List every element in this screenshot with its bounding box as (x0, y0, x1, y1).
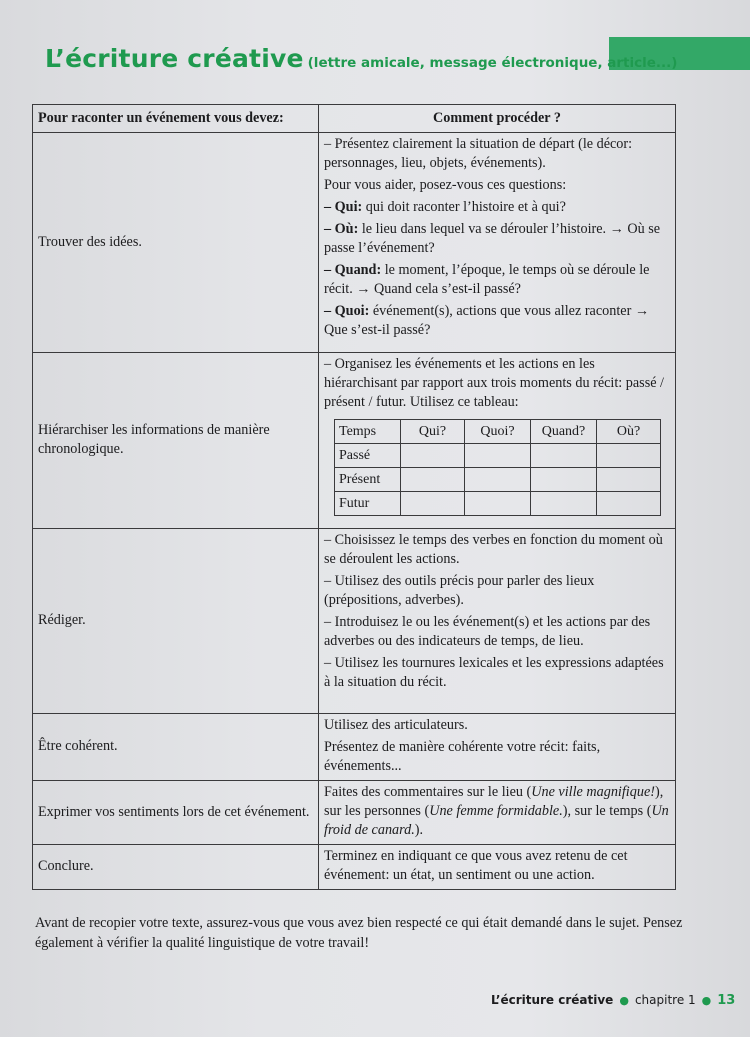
method-line (324, 198, 670, 217)
task-cell: Être cohérent. (33, 714, 319, 781)
chronology-row (335, 492, 661, 516)
chronology-empty-cell (531, 468, 597, 492)
method-line (324, 847, 670, 885)
chronology-empty-cell (465, 444, 531, 468)
chronology-empty-cell (531, 444, 597, 468)
method-text: le lieu dans lequel va se dérouler l’histoire. → Où se passe l’événement? (324, 221, 661, 256)
method-keyword: – Où: (324, 221, 359, 237)
method-table (32, 104, 676, 890)
method-keyword: – Quoi: (324, 303, 370, 319)
task-cell: Hiérarchiser les informations de manière chronologique. (33, 353, 319, 529)
chronology-empty-cell (465, 492, 531, 516)
table-header-row (33, 105, 676, 133)
table-row (33, 845, 676, 890)
method-line (324, 716, 670, 735)
method-text: qui doit raconter l’histoire et à qui? (362, 199, 566, 215)
method-text: – Organisez les événements et les actions en les hiérarchisant par rapport aux trois moments du récit: passé / présent / futur. Utilisez ce tableau: (324, 356, 665, 410)
col-header-method: Comment procéder ? (319, 105, 676, 133)
method-cell (319, 529, 676, 714)
title-main: L’écriture créative (45, 44, 304, 73)
chronology-empty-cell (597, 492, 661, 516)
chronology-empty-cell (597, 468, 661, 492)
chronology-empty-cell (465, 468, 531, 492)
closing-note: Avant de recopier votre texte, assurez-vous que vous avez bien respecté ce qui était demandé dans le sujet. Pensez également à vérifier la qualité linguistique de votre travail! (35, 915, 683, 951)
method-keyword: – Qui: (324, 199, 363, 215)
page-number: 13 (717, 993, 736, 1008)
chronology-col-header: Quand? (531, 420, 597, 444)
method-keyword: – Quand: (324, 262, 382, 278)
chronology-col-header: Qui? (401, 420, 465, 444)
method-text: événement(s), actions que vous allez raconter → Que s’est-il passé? (324, 303, 650, 338)
task-cell: Exprimer vos sentiments lors de cet événement. (33, 781, 319, 845)
table-row (33, 714, 676, 781)
method-text: – Utilisez des outils précis pour parler des lieux (prépositions, adverbes). (324, 573, 595, 608)
bullet-icon: ● (701, 994, 712, 1007)
chronology-empty-cell (401, 492, 465, 516)
table-row (33, 529, 676, 714)
method-text: ). (414, 822, 424, 838)
chronology-table (334, 419, 661, 516)
method-line (324, 572, 670, 610)
example-text: Une femme formidable. (429, 803, 563, 819)
footer-section: L’écriture créative (491, 993, 614, 1007)
chronology-row (335, 444, 661, 468)
method-text: le moment, l’époque, le temps où se déroule le récit. → Quand cela s’est-il passé? (324, 262, 650, 297)
method-text: Utilisez des articulateurs. (324, 717, 468, 733)
method-text: Présentez de manière cohérente votre récit: faits, événements... (324, 739, 601, 774)
title-subtitle: (lettre amicale, message électronique, article...) (307, 55, 678, 71)
chronology-empty-cell (597, 444, 661, 468)
method-text: Terminez en indiquant ce que vous avez retenu de cet événement: un état, un sentiment ou une action. (324, 848, 628, 883)
method-line (324, 135, 670, 173)
chronology-row-label: Présent (335, 468, 401, 492)
method-line (324, 783, 670, 840)
method-line (324, 220, 670, 258)
method-text: ), sur le temps ( (562, 803, 652, 819)
footer-chapter: chapitre 1 (634, 993, 696, 1007)
table-row (33, 781, 676, 845)
method-cell (319, 781, 676, 845)
task-cell: Rédiger. (33, 529, 319, 714)
col-header-task: Pour raconter un événement vous devez: (33, 105, 319, 133)
example-text: Un froid de canard. (324, 803, 669, 838)
method-text: – Choisissez le temps des verbes en fonction du moment où se déroulent les actions. (324, 532, 663, 567)
method-line (324, 738, 670, 776)
method-text: – Utilisez les tournures lexicales et les expressions adaptées à la situation du récit. (324, 655, 664, 690)
method-text: ), sur les personnes ( (324, 784, 664, 819)
method-line (324, 355, 670, 412)
chronology-row (335, 468, 661, 492)
method-cell (319, 845, 676, 890)
task-cell: Trouver des idées. (33, 133, 319, 353)
task-cell: Conclure. (33, 845, 319, 890)
chronology-empty-cell (531, 492, 597, 516)
chronology-col-header: Quoi? (465, 420, 531, 444)
method-text: – Introduisez le ou les événement(s) et les actions par des adverbes ou des indicateurs de temps, de lieu. (324, 614, 651, 649)
method-cell (319, 714, 676, 781)
bullet-icon: ● (619, 994, 629, 1007)
method-cell (319, 353, 676, 529)
chronology-empty-cell (401, 444, 465, 468)
page-title (45, 44, 677, 73)
method-text: Faites des commentaires sur le lieu ( (324, 784, 532, 800)
method-line (324, 654, 670, 692)
table-row (33, 353, 676, 529)
method-line (324, 531, 670, 569)
method-line (324, 176, 670, 195)
chronology-row-label: Passé (335, 444, 401, 468)
example-text: Une ville magnifique! (531, 784, 655, 800)
method-text: Pour vous aider, posez-vous ces questions: (324, 177, 567, 193)
page-footer (491, 993, 735, 1008)
chronology-col-header: Temps (335, 420, 401, 444)
chronology-header-row (335, 420, 661, 444)
method-text: – Présentez clairement la situation de départ (le décor: personnages, lieu, objets, événements). (324, 136, 633, 171)
method-line (324, 613, 670, 651)
method-line (324, 302, 670, 340)
chronology-empty-cell (401, 468, 465, 492)
chronology-col-header: Où? (597, 420, 661, 444)
chronology-row-label: Futur (335, 492, 401, 516)
method-cell (319, 133, 676, 353)
table-row (33, 133, 676, 353)
method-line (324, 261, 670, 299)
